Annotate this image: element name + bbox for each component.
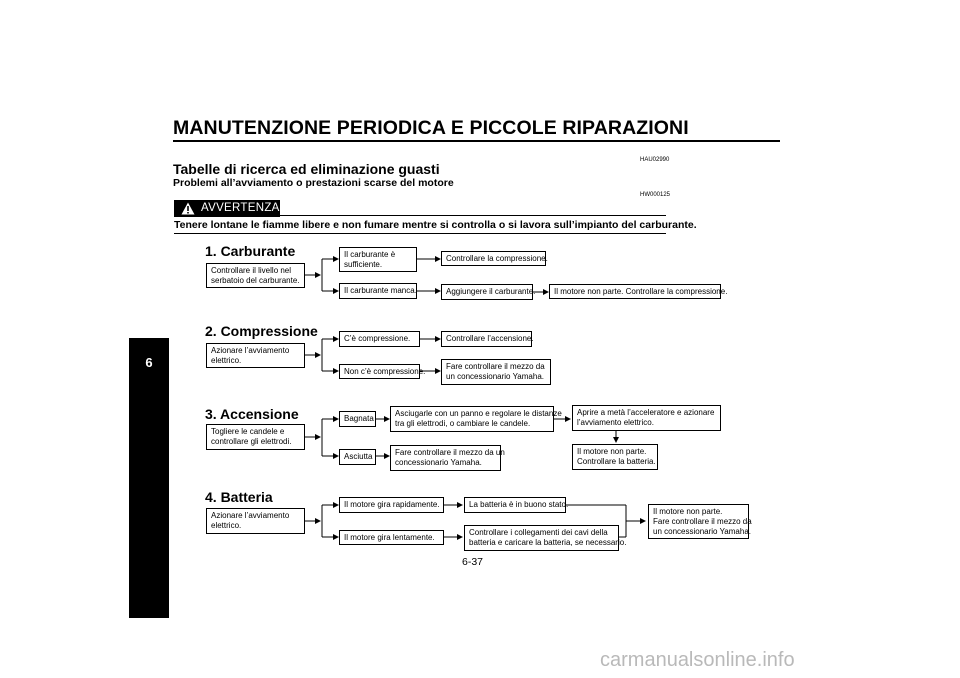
- ignition-branch-a-next2-box: Aprire a metà l’acceleratore e azionare l’avviamento elettrico.: [572, 405, 721, 431]
- warning-label: AVVERTENZA: [201, 202, 280, 214]
- battery-branch-a-next-box: La batteria è in buono stato.: [464, 497, 566, 513]
- fuel-branch-b-next-box: Aggiungere il carburante.: [441, 284, 533, 300]
- ignition-branch-a-next3-box: Il motore non parte. Controllare la batteria.: [572, 444, 658, 470]
- fuel-branch-b-next2-box: Il motore non parte. Controllare la compressione.: [549, 284, 721, 299]
- reference-code: HAU02990: [640, 157, 670, 163]
- ignition-branch-a-box: Bagnata: [339, 411, 376, 427]
- fuel-branch-a-box: Il carburante è sufficiente.: [339, 247, 417, 272]
- compression-branch-b-box: Non c’è compressione.: [339, 364, 420, 379]
- ignition-section-title: 3. Accensione: [205, 406, 299, 422]
- fuel-branch-b-box: Il carburante manca.: [339, 283, 417, 299]
- battery-result-box: Il motore non parte. Fare controllare il mezzo da un concessionario Yamaha.: [648, 504, 749, 539]
- fuel-start-box: Controllare il livello nel serbatoio del carburante.: [206, 263, 305, 288]
- ignition-start-box: Togliere le candele e controllare gli elettrodi.: [206, 424, 305, 450]
- section-subtitle: Problemi all’avviamento o prestazioni scarse del motore: [173, 177, 454, 189]
- battery-branch-b-next-box: Controllare i collegamenti dei cavi della batteria e caricare la batteria, se necessario.: [464, 525, 619, 551]
- watermark: carmanualsonline.info: [600, 649, 795, 671]
- battery-section-title: 4. Batteria: [205, 489, 273, 505]
- compression-branch-b-next-box: Fare controllare il mezzo da un concessionario Yamaha.: [441, 359, 551, 385]
- battery-start-box: Azionare l’avviamento elettrico.: [206, 508, 305, 534]
- warning-text: Tenere lontane le fiamme libere e non fumare mentre si controlla o si lavora sull’impianto del carburante.: [174, 219, 697, 231]
- fuel-section-title: 1. Carburante: [205, 243, 296, 259]
- ignition-branch-a-next-box: Asciugarle con un panno e regolare le distanze tra gli elettrodi, o cambiare le candele.: [390, 406, 554, 432]
- chapter-tab-number: 6: [145, 355, 153, 370]
- page-number: 6-37: [462, 556, 484, 568]
- compression-branch-a-box: C’è compressione.: [339, 331, 420, 347]
- ignition-branch-b-next-box: Fare controllare il mezzo da un concessionario Yamaha.: [390, 445, 501, 471]
- compression-start-box: Azionare l’avviamento elettrico.: [206, 343, 305, 368]
- compression-branch-a-next-box: Controllare l’accensione.: [441, 331, 532, 347]
- battery-branch-a-box: Il motore gira rapidamente.: [339, 497, 444, 513]
- compression-section-title: 2. Compressione: [205, 323, 318, 339]
- ignition-branch-b-box: Asciutta: [339, 449, 376, 465]
- fuel-branch-a-next-box: Controllare la compressione.: [441, 251, 546, 266]
- warning-code: HW000125: [640, 192, 671, 198]
- page-title: MANUTENZIONE PERIODICA E PICCOLE RIPARAZIONI: [173, 117, 689, 139]
- section-title: Tabelle di ricerca ed eliminazione guasti: [173, 161, 440, 177]
- battery-branch-b-box: Il motore gira lentamente.: [339, 530, 444, 545]
